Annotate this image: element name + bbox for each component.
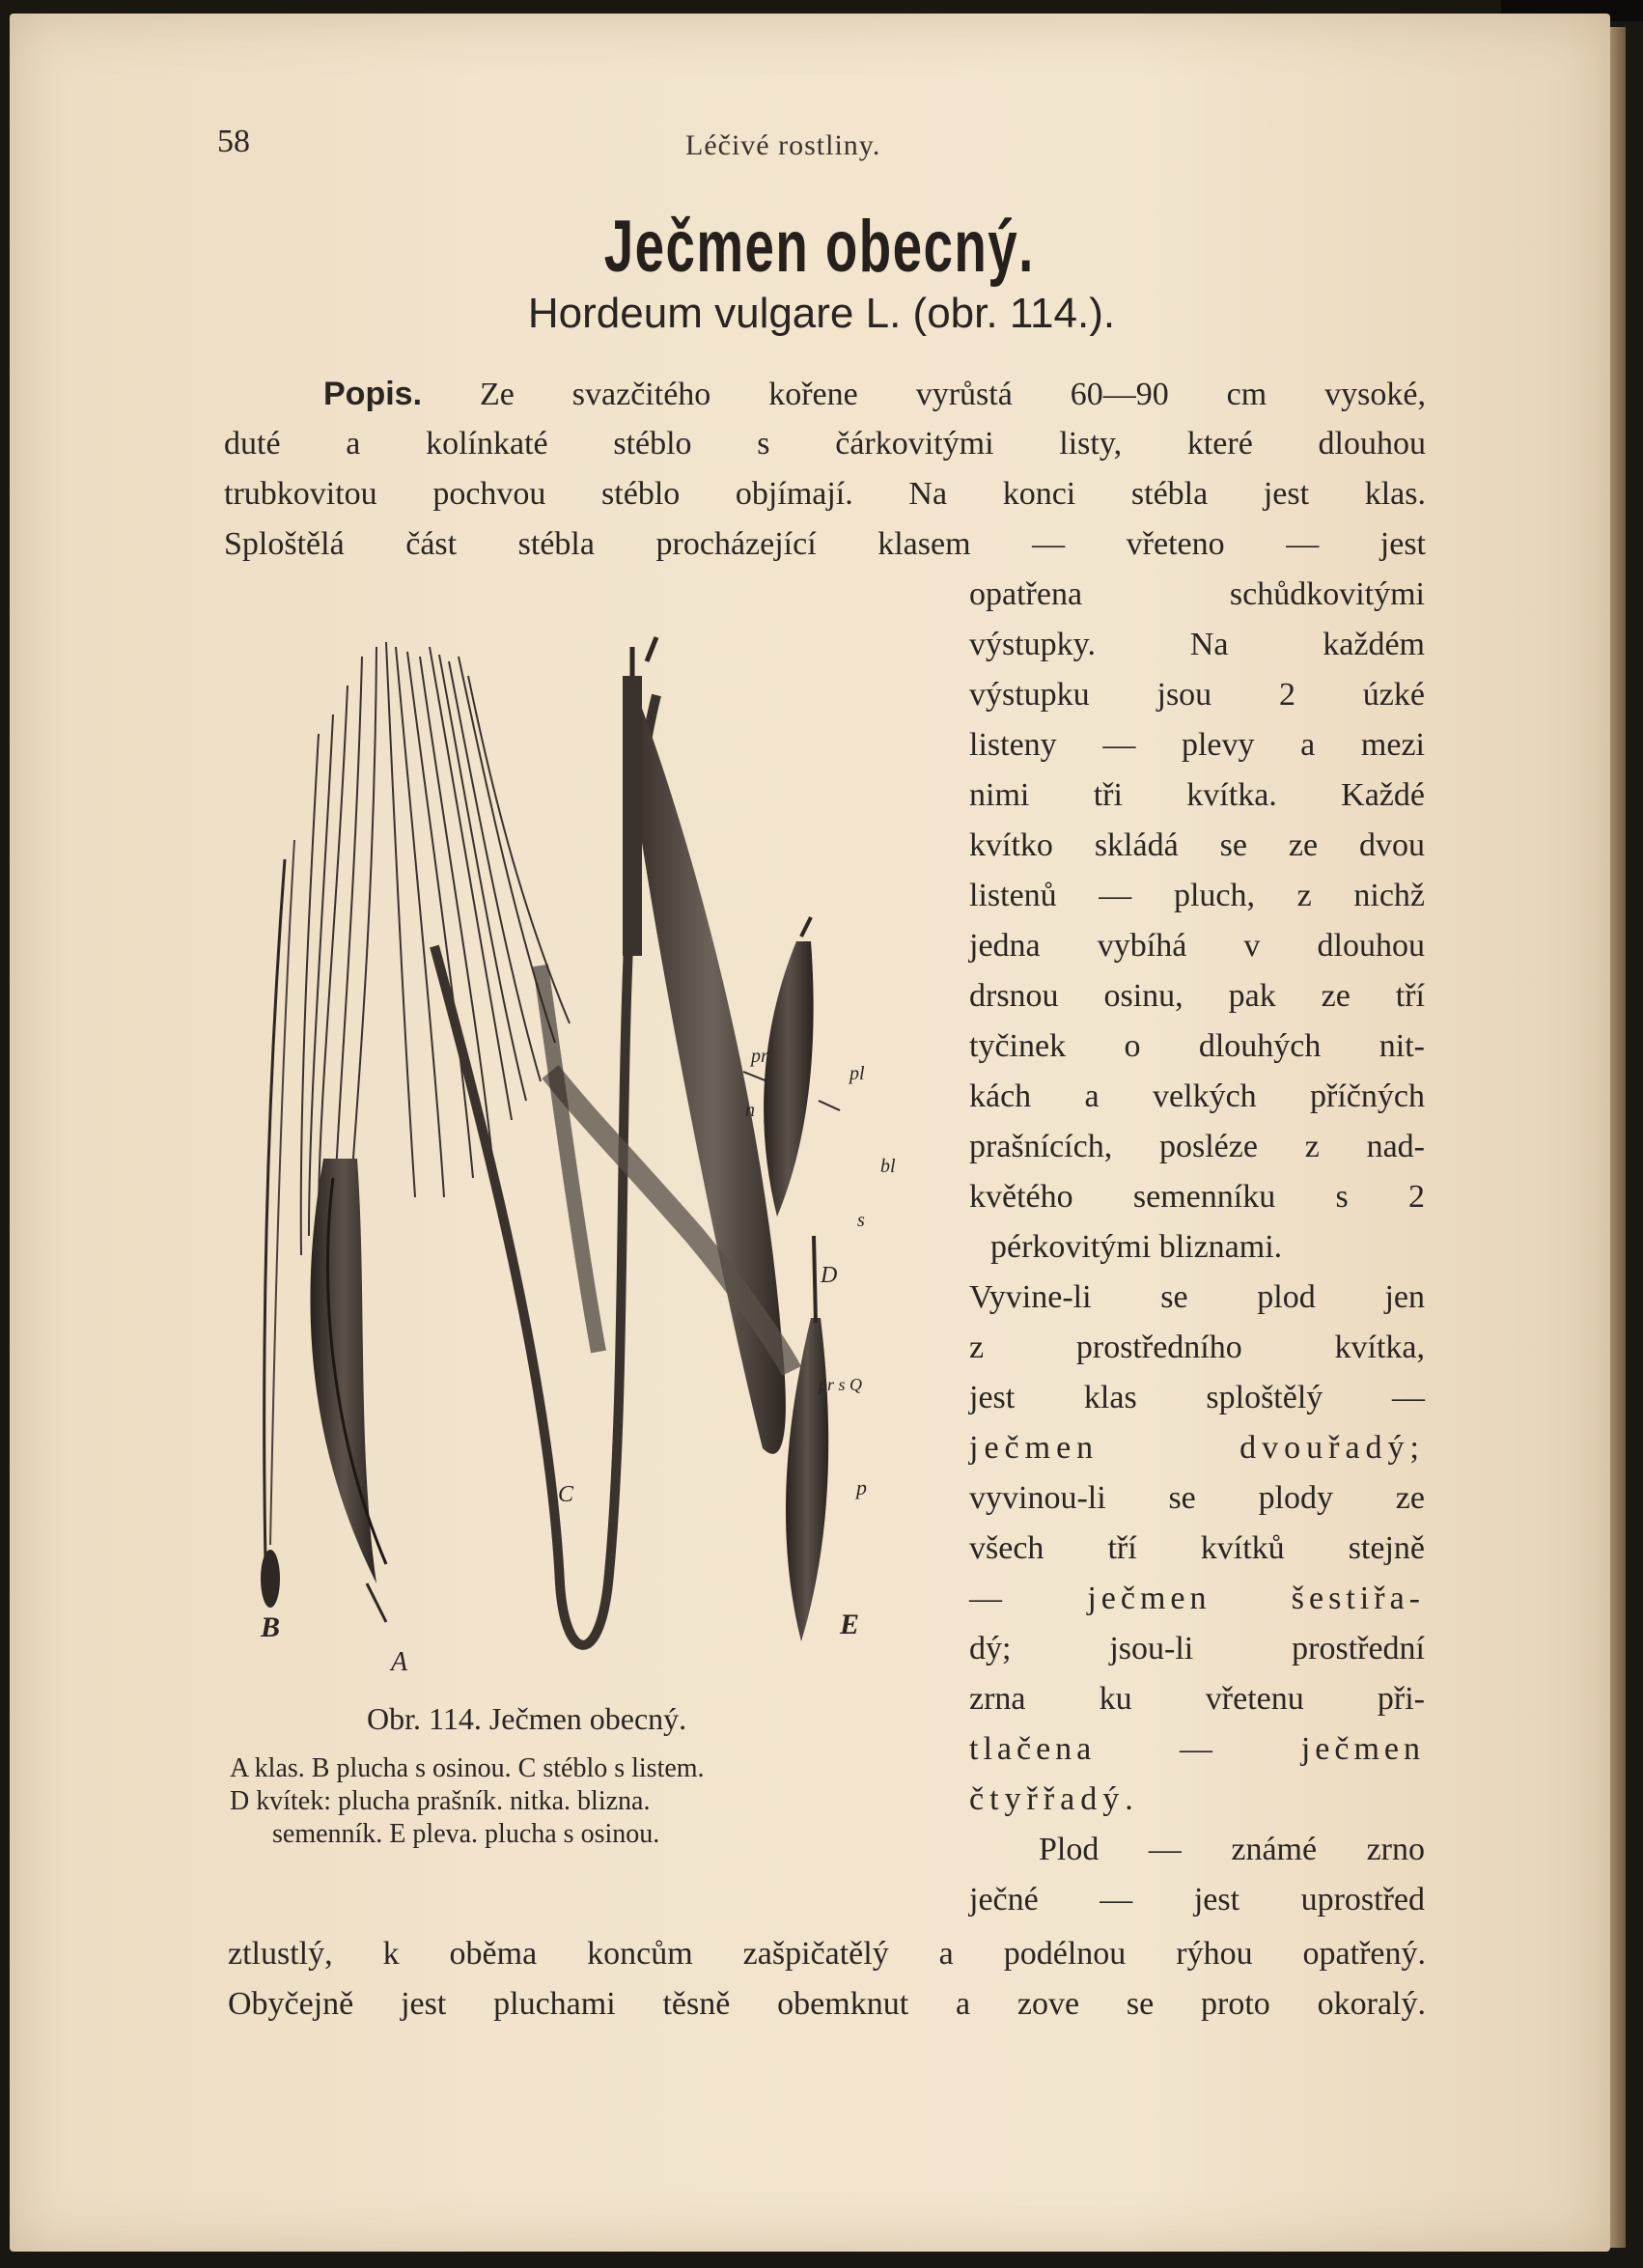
figure-part-b: [261, 840, 294, 1608]
figure-label-prsq: pr s Q: [819, 1375, 863, 1394]
figure-label-b: B: [261, 1611, 281, 1643]
column-line: květého semenníku s 2: [969, 1179, 1425, 1215]
figure-label-n: n: [745, 1100, 755, 1121]
column-line: výstupky. Na každém: [969, 627, 1425, 662]
barley-illustration: [241, 618, 946, 1690]
figure-label-s: s: [857, 1210, 865, 1231]
column-line: dý; jsou-li prostřední: [969, 1631, 1425, 1666]
running-header: Léčivé rostliny.: [685, 129, 881, 161]
column-line: ječné — jest uprostřed: [969, 1882, 1425, 1918]
column-line: jedna vybíhá v dlouhou: [969, 928, 1425, 964]
figure-caption-line: semenník. E pleva. plucha s osinou.: [272, 1819, 660, 1849]
figure-part-e: [786, 1236, 828, 1641]
article-title: Ječmen obecný.: [603, 206, 1035, 288]
figure-label-pr: pr: [751, 1046, 768, 1067]
column-line: tlačena — ječmen: [969, 1731, 1425, 1767]
figure-caption-line: D kvítek: plucha prašník. nitka. blizna.: [230, 1786, 651, 1816]
column-line: listeny — plevy a mezi: [969, 727, 1425, 763]
figure-label-pl: pl: [849, 1063, 865, 1084]
figure-label-e: E: [840, 1609, 860, 1640]
figure-label-d: D: [821, 1263, 838, 1288]
column-line: prašnících, posléze z nad-: [969, 1129, 1425, 1164]
popis-label: Popis.: [323, 376, 423, 412]
figure-part-a: [301, 642, 570, 1622]
column-line: Plod — známé zrno: [1039, 1832, 1425, 1867]
figure-caption-line: A klas. B plucha s osinou. C stéblo s listem.: [230, 1753, 705, 1783]
figure-label-bl: bl: [880, 1156, 896, 1177]
column-line: pérkovitými bliznami.: [990, 1229, 1283, 1265]
paragraph-line-text: Ze svazčitého kořene vyrůstá 60—90 cm vysoké,: [479, 377, 1426, 412]
paragraph-line: Sploštělá část stébla procházející klasem — vřeteno — jest: [224, 526, 1426, 562]
column-line: jest klas sploštělý —: [969, 1380, 1425, 1415]
article-subtitle: Hordeum vulgare L. (obr. 114.).: [527, 290, 1116, 337]
paragraph-line: duté a kolínkaté stéblo s čárkovitými listy, které dlouhou: [224, 426, 1426, 462]
column-line: ječmen dvouřadý;: [969, 1430, 1425, 1466]
paragraph-line: trubkovitou pochvou stéblo objímají. Na konci stébla jest klas.: [224, 476, 1426, 512]
column-line: zrna ku vřetenu při-: [969, 1681, 1425, 1717]
column-line: čtyřřadý.: [969, 1781, 1139, 1817]
column-line: kvítko skládá se ze dvou: [969, 827, 1425, 863]
figure-label-c: C: [558, 1482, 574, 1507]
column-line: listenů — pluch, z nichž: [969, 878, 1425, 913]
column-line: opatřena schůdkovitými: [969, 576, 1425, 612]
paragraph-line: Obyčejně jest pluchami těsně obemknut a zove se proto okoralý.: [228, 1986, 1426, 2022]
page-number: 58: [217, 124, 250, 159]
paragraph-line: ztlustlý, k oběma koncům zašpičatělý a podélnou rýhou opatřený.: [228, 1936, 1426, 1972]
column-line: kách a velkých příčných: [969, 1078, 1425, 1114]
column-line: všech tří kvítků stejně: [969, 1530, 1425, 1566]
paragraph-line: [323, 375, 1426, 414]
column-line: — ječmen šestiřa-: [969, 1581, 1425, 1616]
column-line: nimi tři kvítka. Každé: [969, 777, 1425, 813]
figure-caption-title: Obr. 114. Ječmen obecný.: [367, 1701, 687, 1736]
figure-label-p: p: [856, 1475, 867, 1499]
column-line: vyvinou-li se plody ze: [969, 1480, 1425, 1516]
column-line: Vyvine-li se plod jen: [969, 1279, 1425, 1315]
figure-label-a: A: [391, 1647, 408, 1677]
column-line: tyčinek o dlouhých nit-: [969, 1028, 1425, 1064]
column-line: z prostředního kvítka,: [969, 1330, 1425, 1365]
column-line: výstupku jsou 2 úzké: [969, 677, 1425, 713]
column-line: drsnou osinu, pak ze tří: [969, 978, 1425, 1014]
